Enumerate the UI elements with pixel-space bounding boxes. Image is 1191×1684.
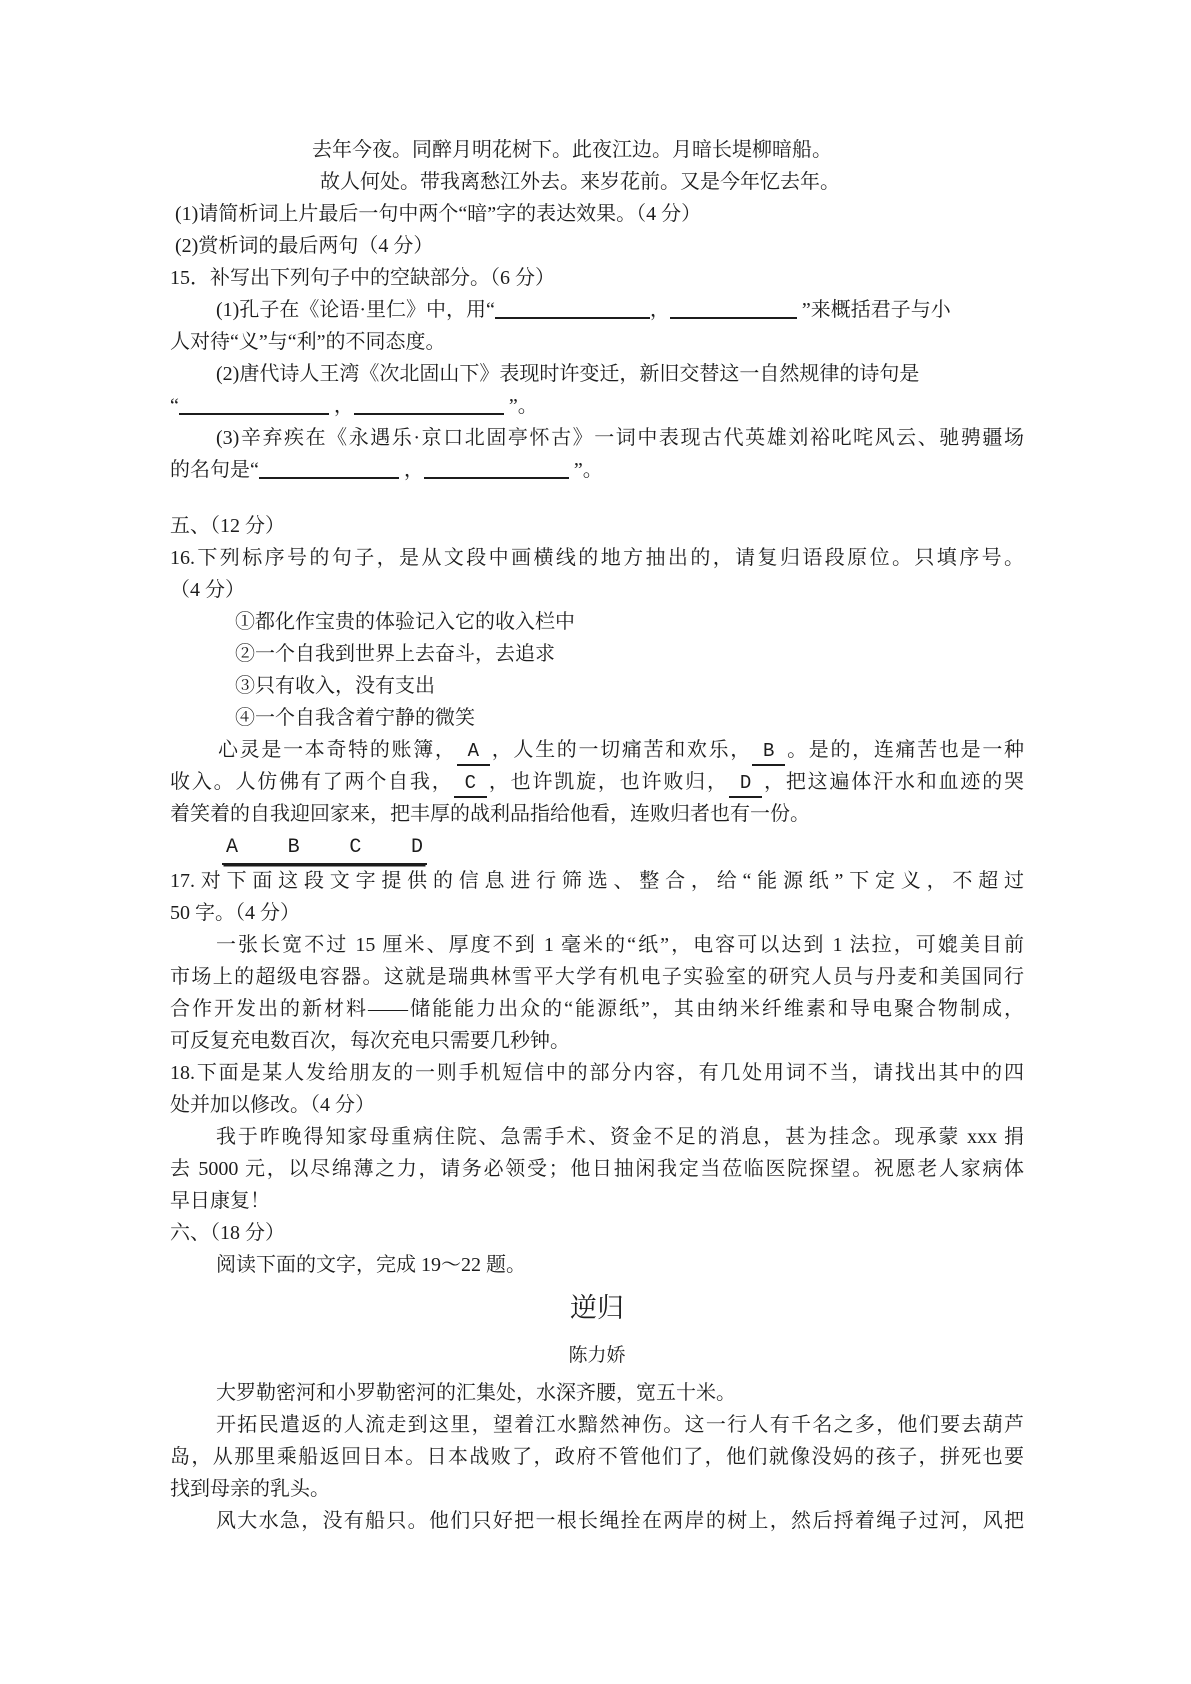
text-run: ③只有收入，没有支出 [235, 675, 435, 697]
text-run: 岛，从那里乘船返回日本。日本战败了，政府不管他们了，他们就像没妈的孩子，拼死也要 [170, 1446, 1024, 1468]
text-run: 去 5000 元，以尽绵薄之力，请务必领受；他日抽闲我定当莅临医院探望。祝愿老人家病体 [170, 1158, 1024, 1180]
text-run: ”。 [568, 459, 603, 481]
q17-passage-line4 [170, 1025, 1024, 1057]
text-run: 市场上的超级电容器。这就是瑞典林雪平大学有机电子实验室的研究人员与丹麦和美国同行 [170, 966, 1024, 988]
text-run: 18.下面是某人发给朋友的一则手机短信中的部分内容，有几处用词不当，请找出其中的四 [170, 1062, 1024, 1084]
labeled-blank: B [752, 738, 785, 766]
text-run: ”。 [503, 395, 538, 417]
q16-passage-line2 [170, 766, 1024, 798]
q16-passage-line1 [170, 734, 1024, 766]
text-run: 17.对下面这段文字提供的信息进行筛选、整合，给“能源纸”下定义，不超过 [170, 870, 1024, 892]
q15-sub1-line2 [170, 326, 1024, 358]
q18-message-line3 [170, 1185, 1024, 1217]
q14-sub1 [170, 198, 1024, 230]
text-run: ，人生的一切痛苦和欢乐， [490, 739, 752, 761]
answer-blank [354, 393, 504, 415]
q16-item-1 [170, 606, 1024, 638]
essay-p3-line1 [170, 1505, 1024, 1537]
answer-letter: A [226, 836, 239, 859]
answer-blank [495, 297, 650, 319]
q17-prompt-line2 [170, 897, 1024, 929]
text-run: 陈力娇 [568, 1345, 626, 1366]
answer-letter: B [287, 836, 300, 859]
q15-sub2-line1 [170, 358, 1024, 390]
labeled-blank: C [454, 770, 487, 798]
essay-author [170, 1341, 1024, 1371]
q18-message-line1 [170, 1121, 1024, 1153]
q16-item-4 [170, 702, 1024, 734]
text-run: 五、（12 分） [170, 515, 285, 537]
q15-sub1-line1 [170, 294, 1024, 326]
q16-prompt-line1 [170, 542, 1024, 574]
text-run: 开拓民遣返的人流走到这里，望着江水黯然神伤。这一行人有千名之多，他们要去葫芦 [216, 1414, 1024, 1436]
answer-letter: D [410, 836, 423, 859]
text-run: 人对待“义”与“利”的不同态度。 [170, 331, 446, 353]
text-run: 故人何处。带我离愁江外去。来岁花前。又是今年忆去年。 [320, 171, 840, 193]
q17-passage-line1 [170, 929, 1024, 961]
q16-item-3 [170, 670, 1024, 702]
text-run: 的名句是“ [170, 459, 259, 481]
text-run: (1)孔子在《论语·里仁》中，用“ [216, 299, 495, 321]
text-run: 阅读下面的文字，完成 19～22 题。 [216, 1254, 526, 1276]
text-run: (2)赏析词的最后两句（4 分） [175, 235, 434, 257]
text-run: ，把这遍体汗水和血迹的哭 [762, 771, 1025, 793]
text-run: （4 分） [170, 579, 245, 601]
poem-line-2 [170, 166, 1024, 198]
text-run: ，也许凯旋，也许败归， [487, 771, 729, 793]
q16-answer-blanks [170, 830, 1024, 865]
text-run: 。是的，连痛苦也是一种 [785, 739, 1025, 761]
section5-header [170, 510, 1024, 542]
q14-sub2 [170, 230, 1024, 262]
q18-message-line2 [170, 1153, 1024, 1185]
answer-blank [670, 297, 797, 319]
text-run: ④一个自我含着宁静的微笑 [235, 707, 475, 729]
q18-prompt-line1 [170, 1057, 1024, 1089]
text-run: (2)唐代诗人王湾《次北固山下》表现时许变迁，新旧交替这一自然规律的诗句是 [216, 363, 920, 385]
text-run: “ [170, 395, 179, 417]
q17-passage-line3 [170, 993, 1024, 1025]
labeled-blank: D [729, 770, 762, 798]
q15-prompt [170, 262, 1024, 294]
answer-blank [259, 457, 399, 479]
text-run: ②一个自我到世界上去奋斗，去追求 [235, 643, 555, 665]
text-run: 我于昨晚得知家母重病住院、急需手术、资金不足的消息，甚为挂念。现承蒙 xxx 捐 [216, 1126, 1024, 1148]
text-run: ”来概括君子与小 [796, 299, 951, 321]
text-run: 找到母亲的乳头。 [170, 1478, 330, 1500]
essay-p2-line1 [170, 1409, 1024, 1441]
text-run: ， [328, 395, 354, 417]
answer-blank [179, 393, 329, 415]
gap-before-section5 [170, 486, 1024, 510]
labeled-blank: A [457, 738, 490, 766]
poem-line-1 [170, 134, 1024, 166]
text-run: ， [398, 459, 424, 481]
answer-underline [222, 833, 427, 865]
q16-passage-line3 [170, 798, 1024, 830]
q17-passage-line2 [170, 961, 1024, 993]
text-run: ， [649, 299, 670, 321]
text-run: 50 字。（4 分） [170, 902, 300, 924]
q15-sub3-line2 [170, 454, 1024, 486]
essay-p2-line3 [170, 1473, 1024, 1505]
text-run: 六、（18 分） [170, 1222, 285, 1244]
answer-letter: C [349, 836, 362, 859]
essay-p1 [170, 1377, 1024, 1409]
text-run: (1)请简析词上片最后一句中两个“暗”字的表达效果。（4 分） [175, 203, 702, 225]
q18-prompt-line2 [170, 1089, 1024, 1121]
text-run: 合作开发出的新材料——储能能力出众的“能源纸”，其由纳米纤维素和导电聚合物制成， [170, 998, 1024, 1020]
text-run: 16.下列标序号的句子，是从文段中画横线的地方抽出的，请复归语段原位。只填序号。 [170, 547, 1024, 569]
text-run: ①都化作宝贵的体验记入它的收入栏中 [235, 611, 575, 633]
essay-p2-line2 [170, 1441, 1024, 1473]
section6-instruction [170, 1249, 1024, 1281]
q15-sub2-line2 [170, 390, 1024, 422]
text-run: 收入。人仿佛有了两个自我， [170, 771, 454, 793]
text-run: 去年今夜。同醉月明花树下。此夜江边。月暗长堤柳暗船。 [312, 139, 832, 161]
text-run: 可反复充电数百次，每次充电只需要几秒钟。 [170, 1030, 570, 1052]
answer-blank [424, 457, 569, 479]
text-run: 大罗勒密河和小罗勒密河的汇集处，水深齐腰，宽五十米。 [216, 1382, 736, 1404]
q15-sub3-line1 [170, 422, 1024, 454]
q16-item-2 [170, 638, 1024, 670]
section6-header [170, 1217, 1024, 1249]
text-run: 逆归 [570, 1293, 624, 1323]
text-run: 早日康复！ [170, 1190, 270, 1212]
q16-prompt-line2 [170, 574, 1024, 606]
text-run: 着笑着的自我迎回家来，把丰厚的战利品指给他看，连败归者也有一份。 [170, 803, 810, 825]
text-run: 一张长宽不过 15 厘米、厚度不到 1 毫米的“纸”，电容可以达到 1 法拉，可媲美目前 [216, 934, 1024, 956]
text-run: 处并加以修改。（4 分） [170, 1094, 375, 1116]
essay-title [170, 1287, 1024, 1329]
text-run: 心灵是一本奇特的账簿， [218, 739, 457, 761]
q17-prompt-line1 [170, 865, 1024, 897]
text-run: 15．补写出下列句子中的空缺部分。（6 分） [170, 267, 555, 289]
text-run: 风大水急，没有船只。他们只好把一根长绳拴在两岸的树上，然后捋着绳子过河，风把 [216, 1510, 1024, 1532]
text-run: (3)辛弃疾在《永遇乐·京口北固亭怀古》一词中表现古代英雄刘裕叱咤风云、驰骋疆场 [216, 427, 1024, 449]
